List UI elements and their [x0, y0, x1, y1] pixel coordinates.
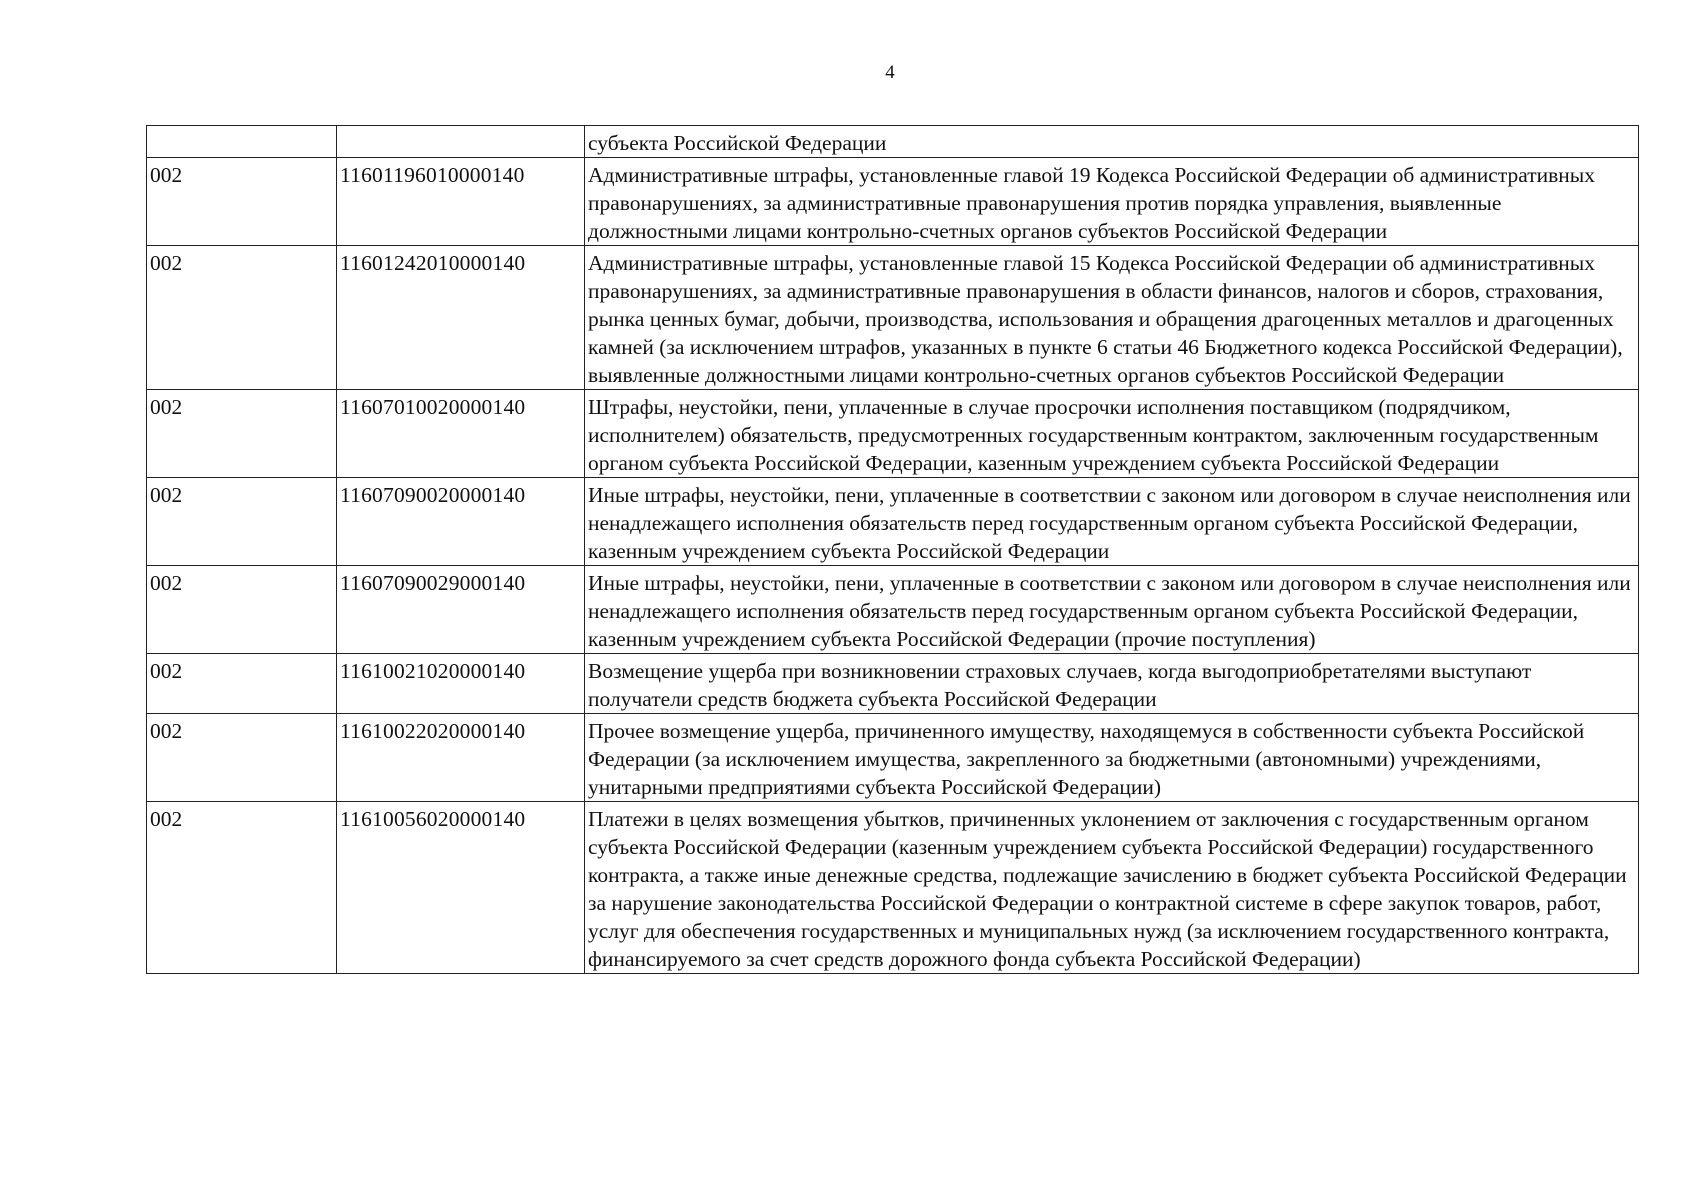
kbk-code-cell: 11607010020000140 — [337, 390, 585, 478]
admin-code-cell: 002 — [147, 566, 337, 654]
description-cell: субъекта Российской Федерации — [585, 126, 1639, 158]
table-row — [147, 654, 1639, 714]
budget-revenue-table — [146, 125, 1639, 974]
admin-code-cell: 002 — [147, 246, 337, 390]
admin-code-cell: 002 — [147, 390, 337, 478]
kbk-code-cell: 11601196010000140 — [337, 158, 585, 246]
table-row — [147, 158, 1639, 246]
kbk-code-cell: 11607090029000140 — [337, 566, 585, 654]
page-number: 4 — [885, 62, 895, 83]
description-cell: Иные штрафы, неустойки, пени, уплаченные в соответствии с законом или договором в случае неисполнения или ненадлежащего исполнения обязательств перед государственным органом субъекта Российской Федерации, казенным учреждением субъекта Российской Федерации — [585, 478, 1639, 566]
table-row — [147, 802, 1639, 974]
admin-code-cell: 002 — [147, 714, 337, 802]
table-row — [147, 714, 1639, 802]
kbk-code-cell: 11610021020000140 — [337, 654, 585, 714]
description-cell: Иные штрафы, неустойки, пени, уплаченные в соответствии с законом или договором в случае неисполнения или ненадлежащего исполнения обязательств перед государственным органом субъекта Российской Федерации, казенным учреждением субъекта Российской Федерации (прочие поступления) — [585, 566, 1639, 654]
admin-code-cell: 002 — [147, 654, 337, 714]
description-cell: Прочее возмещение ущерба, причиненного имуществу, находящемуся в собственности субъекта Российской Федерации (за исключением имущества, закрепленного за бюджетными (автономными) учреждениями, унитарными предприятиями субъекта Российской Федерации) — [585, 714, 1639, 802]
description-cell: Штрафы, неустойки, пени, уплаченные в случае просрочки исполнения поставщиком (подрядчиком, исполнителем) обязательств, предусмотренных государственным контрактом, заключенным государственным органом субъекта Российской Федерации, казенным учреждением субъекта Российской Федерации — [585, 390, 1639, 478]
kbk-code-cell: 11607090020000140 — [337, 478, 585, 566]
description-cell: Возмещение ущерба при возникновении страховых случаев, когда выгодоприобретателями выступают получатели средств бюджета субъекта Российской Федерации — [585, 654, 1639, 714]
description-cell: Административные штрафы, установленные главой 15 Кодекса Российской Федерации об административных правонарушениях, за административные правонарушения в области финансов, налогов и сборов, страхования, рынка ценных бумаг, добычи, производства, использования и обращения драгоценных металлов и драгоценных камней (за исключением штрафов, указанных в пункте 6 статьи 46 Бюджетного кодекса Российской Федерации), выявленные должностными лицами контрольно-счетных органов субъектов Российской Федерации — [585, 246, 1639, 390]
description-cell: Платежи в целях возмещения убытков, причиненных уклонением от заключения с государственным органом субъекта Российской Федерации (казенным учреждением субъекта Российской Федерации) государственного контракта, а также иные денежные средства, подлежащие зачислению в бюджет субъекта Российской Федерации за нарушение законодательства Российской Федерации о контрактной системе в сфере закупок товаров, работ, услуг для обеспечения государственных и муниципальных нужд (за исключением государственного контракта, финансируемого за счет средств дорожного фонда субъекта Российской Федерации) — [585, 802, 1639, 974]
table-row — [147, 126, 1639, 158]
kbk-code-cell: 11601242010000140 — [337, 246, 585, 390]
admin-code-cell: 002 — [147, 158, 337, 246]
admin-code-cell: 002 — [147, 478, 337, 566]
description-cell: Административные штрафы, установленные главой 19 Кодекса Российской Федерации об административных правонарушениях, за административные правонарушения против порядка управления, выявленные должностными лицами контрольно-счетных органов субъектов Российской Федерации — [585, 158, 1639, 246]
kbk-code-cell: 11610022020000140 — [337, 714, 585, 802]
admin-code-cell — [147, 126, 337, 158]
table-row — [147, 566, 1639, 654]
kbk-code-cell: 11610056020000140 — [337, 802, 585, 974]
admin-code-cell: 002 — [147, 802, 337, 974]
kbk-code-cell — [337, 126, 585, 158]
table-row — [147, 478, 1639, 566]
table-row — [147, 390, 1639, 478]
table-row — [147, 246, 1639, 390]
